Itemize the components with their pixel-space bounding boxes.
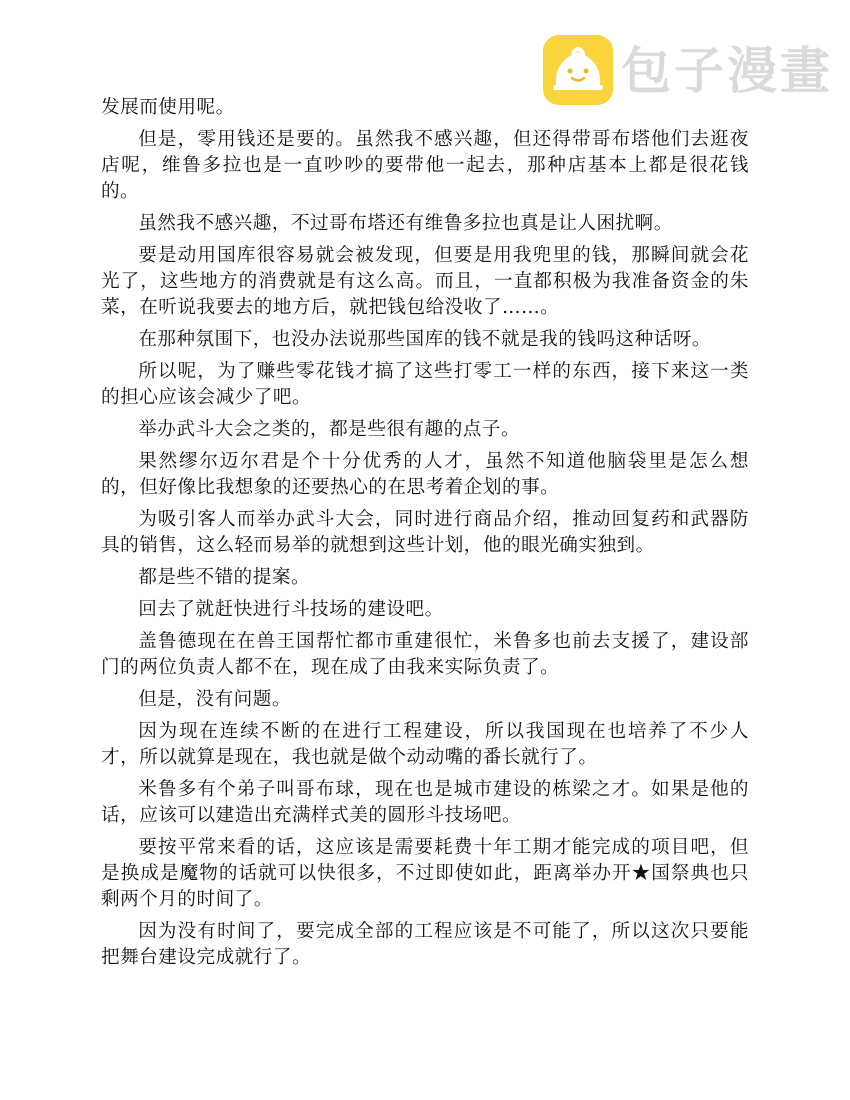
paragraph: 发展而使用呢。 <box>101 97 235 118</box>
paragraph: 要是动用国库很容易就会被发现，但要是用我兜里的钱，那瞬间就会花光了，这些地方的消费就是有这么高。而且，一直都积极为我准备资金的朱菜，在听说我要去的地方后，就把钱包给没收了……。 <box>101 245 749 318</box>
paragraph: 都是些不错的提案。 <box>138 567 311 588</box>
paragraph: 在那种氛围下，也没办法说那些国库的钱不就是我的钱吗这种话呀。 <box>138 329 712 350</box>
paragraph: 因为现在连续不断的在进行工程建设，所以我国现在也培养了不少人才，所以就算是现在，我也就是做个动动嘴的番长就行了。 <box>101 721 749 768</box>
paragraph: 米鲁多有个弟子叫哥布球，现在也是城市建设的栋梁之才。如果是他的话，应该可以建造出充满样式美的圆形斗技场吧。 <box>101 779 749 826</box>
watermark-text: 包子漫畫 <box>621 42 833 100</box>
paragraph: 果然缪尔迈尔君是个十分优秀的人才，虽然不知道他脑袋里是怎么想的，但好像比我想象的还要热心的在思考着企划的事。 <box>101 451 749 498</box>
paragraph: 为吸引客人而举办武斗大会，同时进行商品介绍，推动回复药和武器防具的销售，这么轻而易举的就想到这些计划，他的眼光确实独到。 <box>101 509 749 556</box>
paragraph: 但是，没有问题。 <box>138 689 291 710</box>
paragraph: 要按平常来看的话，这应该是需要耗费十年工期才能完成的项目吧，但是换成是魔物的话就可以快很多，不过即使如此，距离举办开★国祭典也只剩两个月的时间了。 <box>101 837 749 910</box>
paragraph: 虽然我不感兴趣，不过哥布塔还有维鲁多拉也真是让人困扰啊。 <box>138 213 673 234</box>
paragraph: 盖鲁德现在在兽王国帮忙都市重建很忙，米鲁多也前去支援了，建设部门的两位负责人都不在，现在成了由我来实际负责了。 <box>101 631 749 678</box>
paragraph: 但是，零用钱还是要的。虽然我不感兴趣，但还得带哥布塔他们去逛夜店呢，维鲁多拉也是一直吵吵的要带他一起去，那种店基本上都是很花钱的。 <box>101 129 749 202</box>
paragraph: 因为没有时间了，要完成全部的工程应该是不可能了，所以这次只要能把舞台建设完成就行了。 <box>101 921 749 968</box>
paragraph: 举办武斗大会之类的，都是些很有趣的点子。 <box>138 419 521 440</box>
document-body <box>101 95 749 977</box>
paragraph: 所以呢，为了赚些零花钱才搞了这些打零工一样的东西，接下来这一类的担心应该会减少了吧。 <box>101 361 749 408</box>
paragraph: 回去了就赶快进行斗技场的建设吧。 <box>138 599 444 620</box>
